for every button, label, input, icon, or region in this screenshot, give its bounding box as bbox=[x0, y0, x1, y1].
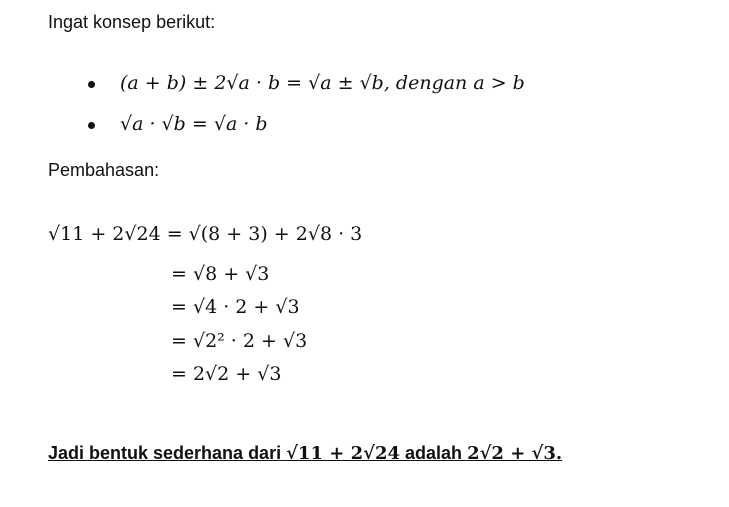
conclusion-expression: √11 + 2√24 bbox=[286, 443, 400, 464]
work-step-3: = √2² · 2 + √3 bbox=[171, 330, 308, 352]
intro-heading: Ingat konsep berikut: bbox=[48, 12, 216, 32]
concept-1-condition: dengan a > b bbox=[395, 72, 525, 94]
conclusion-prefix: Jadi bentuk sederhana dari bbox=[48, 443, 282, 463]
concept-1-equals: = √a ± √b, bbox=[286, 72, 390, 94]
work-step-4: = 2√2 + √3 bbox=[171, 363, 282, 385]
concept-formula-2 bbox=[120, 112, 268, 136]
work-step-1: = √8 + √3 bbox=[171, 263, 270, 285]
work-step-2: = √4 · 2 + √3 bbox=[171, 296, 300, 318]
bullet-2 bbox=[88, 122, 95, 129]
conclusion-result: 2√2 + √3. bbox=[467, 443, 563, 464]
concept-formula-1 bbox=[120, 71, 525, 95]
concept-1-radicand: (a + b) ± 2√a · b bbox=[120, 72, 281, 94]
work-first-left: √11 + 2√24 bbox=[48, 223, 161, 245]
work-first-right: = √(8 + 3) + 2√8 · 3 bbox=[166, 223, 363, 245]
conclusion-middle: adalah bbox=[405, 443, 463, 463]
work-first-line bbox=[48, 222, 362, 246]
bullet-1 bbox=[88, 81, 95, 88]
concept-2-equals: = √a · b bbox=[191, 113, 268, 135]
concept-2-left: √a · √b bbox=[120, 113, 186, 135]
conclusion-line bbox=[48, 441, 562, 466]
section-heading: Pembahasan: bbox=[48, 160, 160, 180]
